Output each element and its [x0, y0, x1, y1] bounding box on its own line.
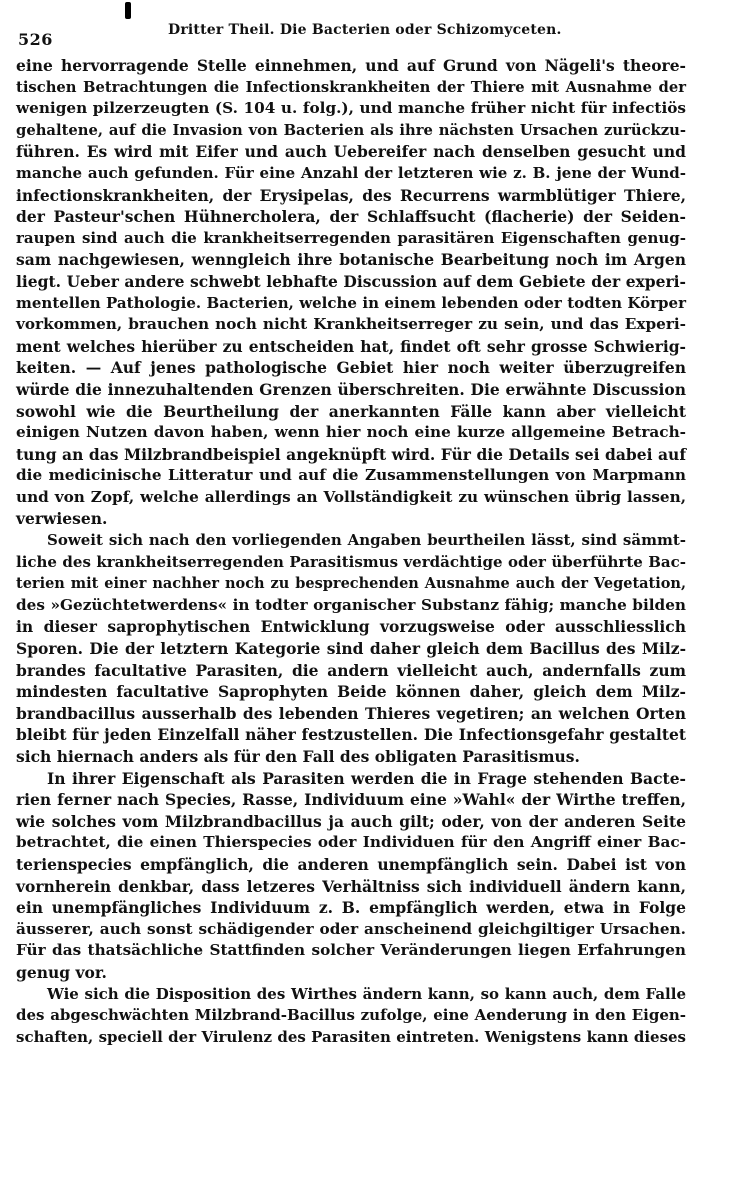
- text-line: Für das thatsächliche Stattfinden solcher Veränderungen liegen Erfahrungen: [16, 941, 686, 960]
- text-line: vornherein denkbar, dass letzeres Verhältniss sich individuell ändern kann,: [16, 876, 686, 896]
- text-line: würde die innezuhaltenden Grenzen überschreiten. Die erwähnte Discussion: [16, 379, 686, 399]
- text-line: sam nachgewiesen, wenngleich ihre botanische Bearbeitung noch im Argen: [16, 250, 686, 270]
- text-line: tung an das Milzbrandbeispiel angeknüpft wird. Für die Details sei dabei auf: [16, 444, 686, 464]
- text-line: terienspecies empfänglich, die anderen unempfänglich sein. Dabei ist von: [16, 854, 686, 874]
- text-line: sowohl wie die Beurtheilung der anerkannten Fälle kann aber vielleicht: [16, 401, 686, 421]
- text-line: manche auch gefunden. Für eine Anzahl der letzteren wie z. B. jene der Wund-: [16, 163, 686, 182]
- text-line: wenigen pilzerzeugten (S. 104 u. folg.), und manche früher nicht für infectiös: [16, 99, 686, 118]
- text-line: In ihrer Eigenschaft als Parasiten werden die in Frage stehenden Bacte-: [47, 768, 686, 788]
- text-line: einigen Nutzen davon haben, wenn hier noch eine kurze allgemeine Betrach-: [16, 423, 686, 442]
- text-line: ment welches hierüber zu entscheiden hat, findet oft sehr grosse Schwierig-: [16, 336, 686, 356]
- text-line: äusserer, auch sonst schädigender oder anscheinend gleichgiltiger Ursachen.: [16, 919, 686, 938]
- text-line: brandes facultative Parasiten, die andern vielleicht auch, andernfalls zum: [16, 660, 686, 680]
- text-line: betrachtet, die einen Thierspecies oder Individuen für den Angriff einer Bac-: [16, 833, 686, 852]
- text-line: mentellen Pathologie. Bacterien, welche in einem lebenden oder todten Körper: [16, 293, 686, 312]
- text-line: ein unempfängliches Individuum z. B. empfänglich werden, etwa in Folge: [16, 898, 686, 918]
- text-line: eine hervorragende Stelle einnehmen, und auf Grund von Nägeli's theore-: [16, 56, 686, 75]
- text-line: tischen Betrachtungen die Infectionskrankheiten der Thiere mit Ausnahme der: [16, 78, 686, 96]
- text-line: gehaltene, auf die Invasion von Bacterien als ihre nächsten Ursachen zurückzu-: [16, 121, 686, 139]
- text-line: wie solches vom Milzbrandbacillus ja auch gilt; oder, von der anderen Seite: [16, 811, 686, 831]
- text-line: bleibt für jeden Einzelfall näher festzustellen. Die Infectionsgefahr gestaltet: [16, 725, 686, 745]
- text-line: führen. Es wird mit Eifer und auch Uebereifer nach denselben gesucht und: [16, 142, 686, 162]
- text-line: raupen sind auch die krankheitserregenden parasitären Eigenschaften genug-: [16, 228, 686, 247]
- text-line: schaften, speciell der Virulenz des Parasiten eintreten. Wenigstens kann dieses: [16, 1027, 686, 1046]
- text-line: des »Gezüchtetwerdens« in todter organischer Substanz fähig; manche bilden: [16, 595, 686, 614]
- text-line: verwiesen.: [16, 509, 108, 529]
- text-line: der Pasteur'schen Hühnercholera, der Schlaffsucht (flacherie) der Seiden-: [16, 207, 686, 227]
- text-line: Wie sich die Disposition des Wirthes ändern kann, so kann auch, dem Falle: [47, 984, 686, 1003]
- text-line: Soweit sich nach den vorliegenden Angaben beurtheilen lässt, sind sämmt-: [47, 531, 686, 550]
- text-line: liegt. Ueber andere schwebt lebhafte Discussion auf dem Gebiete der experi-: [16, 271, 686, 291]
- text-line: die medicinische Litteratur und auf die Zusammenstellungen von Marpmann: [16, 466, 686, 485]
- text-line: des abgeschwächten Milzbrand-Bacillus zufolge, eine Aenderung in den Eigen-: [16, 1006, 686, 1025]
- text-line: Sporen. Die der letztern Kategorie sind daher gleich dem Bacillus des Milz-: [16, 639, 686, 659]
- running-head: Dritter Theil. Die Bacterien oder Schizomyceten.: [168, 22, 562, 38]
- text-line: keiten. — Auf jenes pathologische Gebiet hier noch weiter überzugreifen: [16, 358, 686, 378]
- text-line: mindesten facultative Saprophyten Beide können daher, gleich dem Milz-: [16, 682, 686, 702]
- text-line: sich hiernach anders als für den Fall des obligaten Parasitismus.: [16, 747, 580, 766]
- text-line: infectionskrankheiten, der Erysipelas, des Recurrens warmblütiger Thiere,: [16, 185, 686, 205]
- ink-mark: [125, 2, 131, 19]
- text-line: terien mit einer nachher noch zu besprechenden Ausnahme auch der Vegetation,: [16, 575, 686, 593]
- text-line: in dieser saprophytischen Entwicklung vorzugsweise oder ausschliesslich: [16, 617, 686, 637]
- text-line: rien ferner nach Species, Rasse, Individuum eine »Wahl« der Wirthe treffen,: [16, 790, 686, 810]
- body-text: [16, 55, 686, 1048]
- page-number: 526: [18, 30, 53, 49]
- text-line: liche des krankheitserregenden Parasitismus verdächtige oder überführte Bac-: [16, 552, 686, 571]
- text-line: genug vor.: [16, 962, 107, 982]
- text-line: vorkommen, brauchen noch nicht Krankheitserreger zu sein, und das Experi-: [16, 315, 686, 334]
- text-line: und von Zopf, welche allerdings an Vollständigkeit zu wünschen übrig lassen,: [16, 487, 686, 506]
- text-line: brandbacillus ausserhalb des lebenden Thieres vegetiren; an welchen Orten: [16, 703, 686, 723]
